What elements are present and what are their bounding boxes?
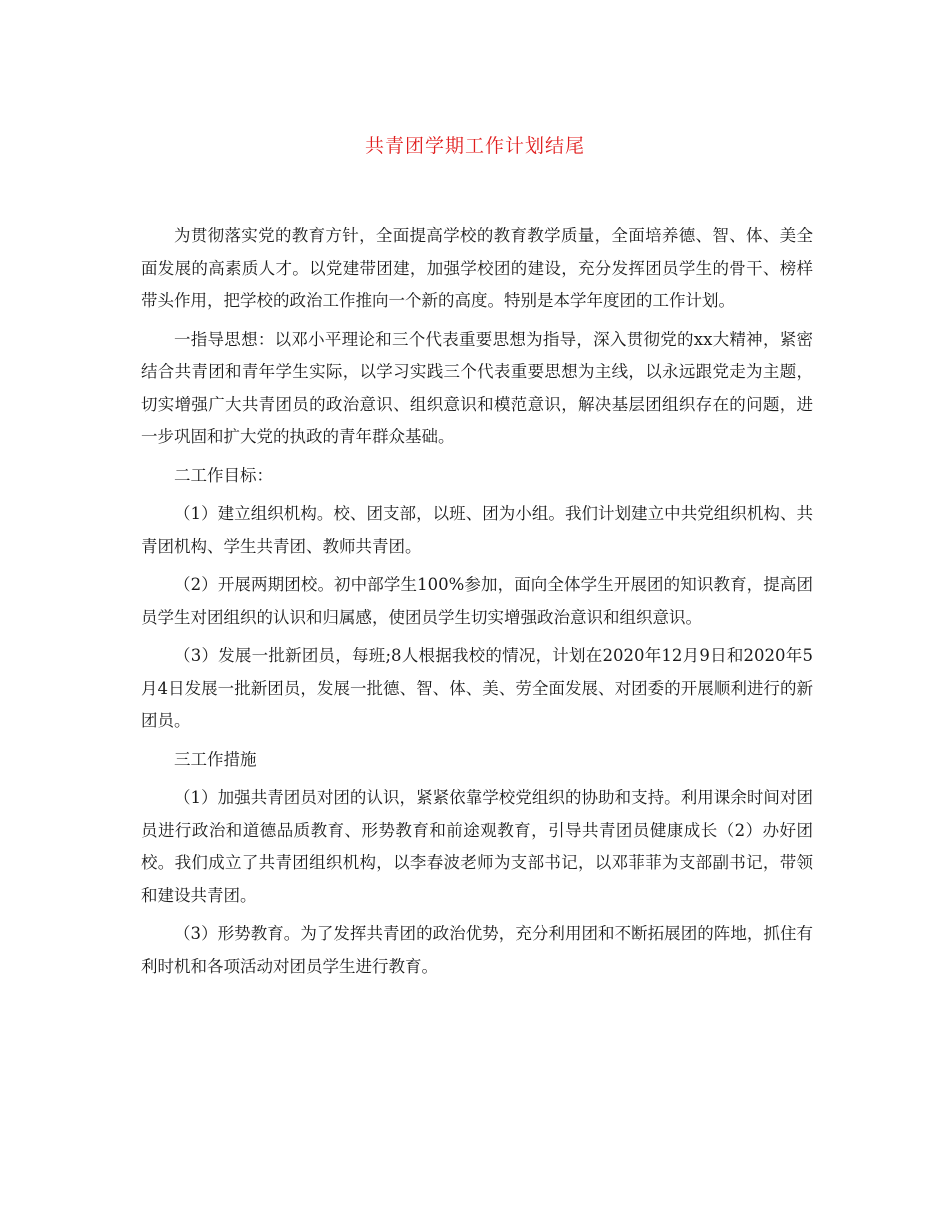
paragraph-goal-2: （2）开展两期团校。初中部学生100%参加，面向全体学生开展团的知识教育，提高团员学生对团组织的认识和归属感，使团员学生切实增强政治意识和组织意识。 bbox=[141, 575, 813, 627]
paragraph-guiding-thought: 一指导思想：以邓小平理论和三个代表重要思想为指导，深入贯彻党的xx大精神，紧密结合共青团和青年学生实际，以学习实践三个代表重要思想为主线，以永远跟党走为主题，切实增强广大共青团员的政治意识、组织意识和模范意识，解决基层团组织存在的问题，进一步巩固和扩大党的执政的青年群众基础。 bbox=[141, 329, 813, 446]
paragraph-measure-3: （3）形势教育。为了发挥共青团的政治优势，充分利用团和不断拓展团的阵地，抓住有利时机和各项活动对团员学生进行教育。 bbox=[141, 924, 813, 976]
paragraph-goal-3: （3）发展一批新团员，每班;8人根据我校的情况，计划在2020年12月9日和2020年5月4日发展一批新团员，发展一批德、智、体、美、劳全面发展、对团委的开展顺利进行的新团员。 bbox=[141, 646, 813, 730]
heading-work-measures: 三工作措施 bbox=[174, 749, 257, 769]
document-title: 共青团学期工作计划结尾 bbox=[364, 135, 585, 157]
paragraph-measure-1-2: （1）加强共青团员对团的认识，紧紧依靠学校党组织的协助和支持。利用课余时间对团员进行政治和道德品质教育、形势教育和前途观教育，引导共青团员健康成长（2）办好团校。我们成立了共青团组织机构，以李春波老师为支部书记，以邓菲菲为支部副书记，带领和建设共青团。 bbox=[141, 788, 813, 905]
paragraph-intro: 为贯彻落实党的教育方针，全面提高学校的教育教学质量，全面培养德、智、体、美全面发展的高素质人才。以党建带团建，加强学校团的建设，充分发挥团员学生的骨干、榜样带头作用，把学校的政治工作推向一个新的高度。特别是本学年度团的工作计划。 bbox=[141, 226, 813, 310]
heading-work-goals: 二工作目标： bbox=[174, 465, 273, 485]
paragraph-goal-1: （1）建立组织机构。校、团支部，以班、团为小组。我们计划建立中共党组织机构、共青团机构、学生共青团、教师共青团。 bbox=[141, 504, 813, 556]
document-body bbox=[141, 220, 813, 989]
